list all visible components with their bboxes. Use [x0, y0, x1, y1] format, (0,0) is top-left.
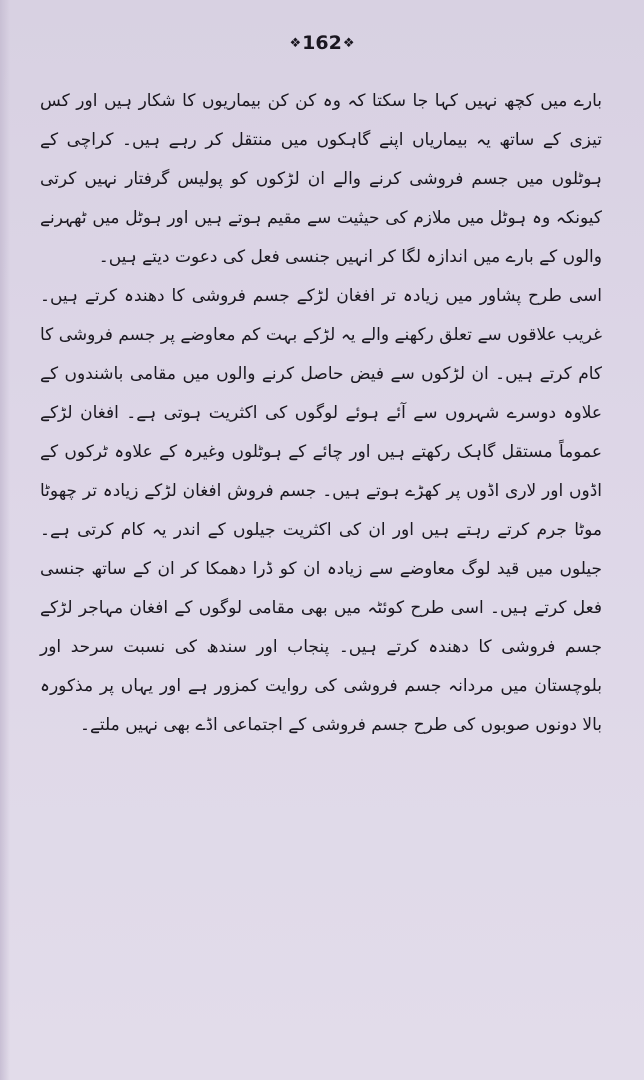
page-number [0, 32, 644, 54]
page-number-value: 162 [302, 32, 342, 54]
left-ornament-icon: ❖ [289, 36, 302, 51]
body-text [40, 82, 602, 745]
paragraph-1: بارے میں کچھ نہیں کہا جا سکتا کہ وہ کن کن بیماریوں کا شکار ہیں اور کس تیزی کے ساتھ یہ بیماریاں اپنے گاہکوں میں منتقل کر رہے ہیں۔ کراچی کے ہوٹلوں میں جسم فروشی کرنے والے ان لڑکوں کو پولیس گرفتار نہیں کرتی کیونکہ وہ ہوٹل میں ملازم کی حیثیت سے مقیم ہوتے ہیں اور ہوٹل میں ٹھہرنے والوں کے بارے میں اندازہ لگا کر انہیں جنسی فعل کی دعوت دیتے ہیں۔ [40, 91, 602, 267]
paragraph-2: اسی طرح پشاور میں زیادہ تر افغان لڑکے جسم فروشی کا دھندہ کرتے ہیں۔ غریب علاقوں سے تعلق رکھنے والے یہ لڑکے بہت کم معاوضے پر جسم فروشی کا کام کرتے ہیں۔ ان لڑکوں سے فیض حاصل کرنے والوں میں مقامی باشندوں کے علاوہ دوسرے شہروں سے آئے ہوئے لوگوں کی اکثریت ہوتی ہے۔ افغان لڑکے عموماً مستقل گاہک رکھتے ہیں اور چائے کے ہوٹلوں وغیرہ کے علاوہ ٹرکوں کے اڈوں اور لاری اڈوں پر کھڑے ہوتے ہیں۔ جسم فروش افغان لڑکے زیادہ تر چھوٹا موٹا جرم کرتے رہتے ہیں اور ان کی اکثریت جیلوں کے اندر یہ کام کرتی ہے۔ جیلوں میں قید لوگ معاوضے سے زیادہ ان کو ڈرا دھمکا کر ان کے ساتھ جنسی فعل کرتے ہیں۔ اسی طرح کوئٹہ میں بھی مقامی لوگوں کے افغان مہاجر لڑکے جسم فروشی کا دھندہ کرتے ہیں۔ پنجاب اور سندھ کی نسبت سرحد اور بلوچستان میں مردانہ جسم فروشی کی روایت کمزور ہے اور یہاں پر مذکورہ بالا دونوں صوبوں کی طرح جسم فروشی کے اجتماعی اڈے بھی نہیں ملتے۔ [40, 286, 602, 735]
page-edge-shadow [0, 0, 10, 1080]
right-ornament-icon: ❖ [342, 36, 355, 51]
